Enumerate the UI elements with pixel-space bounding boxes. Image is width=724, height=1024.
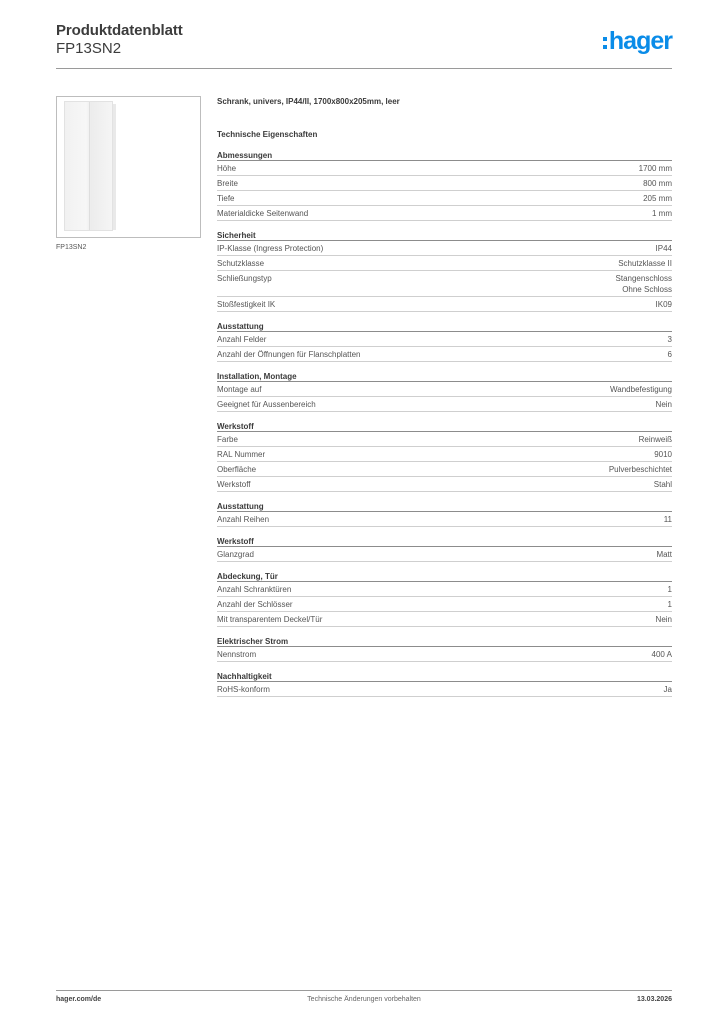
property-row xyxy=(217,332,672,347)
property-row xyxy=(217,382,672,397)
property-label: Schutzklasse xyxy=(217,259,265,268)
property-group xyxy=(217,571,672,627)
property-row xyxy=(217,256,672,271)
property-value-line: Wandbefestigung xyxy=(610,385,672,394)
property-row xyxy=(217,612,672,627)
property-label: Anzahl Felder xyxy=(217,335,267,344)
property-value-line: Matt xyxy=(656,550,672,559)
property-label: Werkstoff xyxy=(217,480,251,489)
property-row xyxy=(217,297,672,312)
property-value xyxy=(654,479,672,490)
group-title: Nachhaltigkeit xyxy=(217,671,672,682)
property-value xyxy=(668,599,672,610)
property-group xyxy=(217,501,672,527)
property-label: Montage auf xyxy=(217,385,262,394)
group-title: Abmessungen xyxy=(217,150,672,161)
property-row xyxy=(217,547,672,562)
property-group xyxy=(217,636,672,662)
property-value-line: 6 xyxy=(667,350,672,359)
property-value-line: Stahl xyxy=(653,480,672,489)
property-row xyxy=(217,347,672,362)
property-label: Glanzgrad xyxy=(217,550,254,559)
property-value-line: 3 xyxy=(667,335,672,344)
property-label: RAL Nummer xyxy=(217,450,266,459)
property-value-line: Ja xyxy=(663,685,672,694)
property-label: Geeignet für Aussenbereich xyxy=(217,400,316,409)
property-label: Stoßfestigkeit IK xyxy=(217,300,276,309)
property-value-line: 1700 mm xyxy=(638,164,672,173)
property-label: Höhe xyxy=(217,164,237,173)
document-title: Produktdatenblatt xyxy=(56,22,183,39)
property-value xyxy=(618,258,672,269)
property-value-line: 400 A xyxy=(651,650,672,659)
property-group xyxy=(217,150,672,221)
property-value-line: Stangenschloss xyxy=(615,274,672,283)
property-row xyxy=(217,206,672,221)
group-title: Ausstattung xyxy=(217,321,672,332)
footer-notice: Technische Änderungen vorbehalten xyxy=(307,996,421,1003)
property-value xyxy=(639,434,672,445)
property-value xyxy=(668,349,672,360)
property-value-line: Pulverbeschichtet xyxy=(608,465,672,474)
property-label: Schließungstyp xyxy=(217,274,272,283)
footer-website: hager.com/de xyxy=(56,996,102,1003)
cabinet-illustration xyxy=(64,101,113,231)
property-row xyxy=(217,582,672,597)
property-value-line: 1 xyxy=(667,585,672,594)
page-footer xyxy=(56,996,672,1008)
footer-divider xyxy=(56,990,672,991)
property-groups xyxy=(217,150,672,697)
property-label: IP-Klasse (Ingress Protection) xyxy=(217,244,324,253)
property-label: Oberfläche xyxy=(217,465,257,474)
property-row xyxy=(217,241,672,256)
property-value xyxy=(610,384,672,395)
property-value-line: Ohne Schloss xyxy=(622,285,672,294)
logo-colon-icon xyxy=(603,37,607,49)
property-row xyxy=(217,176,672,191)
image-caption: FP13SN2 xyxy=(56,244,87,251)
property-row xyxy=(217,432,672,447)
property-label: Mit transparentem Deckel/Tür xyxy=(217,615,323,624)
property-label: Materialdicke Seitenwand xyxy=(217,209,309,218)
property-value-line: 1 xyxy=(667,600,672,609)
property-row xyxy=(217,271,672,297)
property-value-line: 800 mm xyxy=(643,179,672,188)
property-row xyxy=(217,447,672,462)
property-value-line: Reinweiß xyxy=(638,435,672,444)
group-title: Abdeckung, Tür xyxy=(217,571,672,582)
property-row xyxy=(217,647,672,662)
property-label: Breite xyxy=(217,179,238,188)
property-value xyxy=(656,299,672,310)
property-value xyxy=(652,649,672,660)
footer-date: 13.03.2026 xyxy=(636,996,672,1003)
property-value xyxy=(656,549,672,560)
property-label: Anzahl der Schlösser xyxy=(217,600,293,609)
header-divider xyxy=(56,68,672,69)
product-details xyxy=(217,96,672,697)
property-label: Tiefe xyxy=(217,194,235,203)
product-code: FP13SN2 xyxy=(56,40,122,57)
logo-text: hager xyxy=(608,26,672,55)
property-group xyxy=(217,536,672,562)
property-value xyxy=(656,614,672,625)
property-value xyxy=(616,273,672,295)
property-label: Farbe xyxy=(217,435,238,444)
property-value-line: 1 mm xyxy=(652,209,672,218)
property-row xyxy=(217,682,672,697)
group-title: Elektrischer Strom xyxy=(217,636,672,647)
property-value-line: Nein xyxy=(655,400,672,409)
property-label: Nennstrom xyxy=(217,650,257,659)
property-value-line: Schutzklasse II xyxy=(618,259,672,268)
property-group xyxy=(217,321,672,362)
property-value-line: 11 xyxy=(663,515,672,524)
property-value xyxy=(643,193,672,204)
property-value xyxy=(639,163,672,174)
property-value xyxy=(609,464,672,475)
property-label: Anzahl Reihen xyxy=(217,515,270,524)
product-description: Schrank, univers, IP44/II, 1700x800x205mm, leer xyxy=(217,97,400,106)
property-value-line: 9010 xyxy=(654,450,672,459)
property-row xyxy=(217,597,672,612)
property-value xyxy=(656,243,672,254)
property-row xyxy=(217,161,672,176)
property-row xyxy=(217,191,672,206)
property-value-line: 205 mm xyxy=(643,194,672,203)
property-value xyxy=(664,684,672,695)
property-group xyxy=(217,421,672,492)
property-group xyxy=(217,671,672,697)
property-value-line: IK09 xyxy=(655,300,672,309)
property-value xyxy=(652,208,672,219)
property-value-line: Nein xyxy=(655,615,672,624)
property-value xyxy=(668,584,672,595)
property-label: Anzahl der Öffnungen für Flanschplatten xyxy=(217,350,361,359)
property-value xyxy=(664,514,672,525)
product-image xyxy=(56,96,201,238)
property-value xyxy=(656,399,672,410)
group-title: Werkstoff xyxy=(217,421,672,432)
group-title: Werkstoff xyxy=(217,536,672,547)
hager-logo xyxy=(603,28,672,54)
property-group xyxy=(217,371,672,412)
group-title: Installation, Montage xyxy=(217,371,672,382)
property-row xyxy=(217,462,672,477)
property-row xyxy=(217,397,672,412)
property-label: RoHS-konform xyxy=(217,685,270,694)
property-value xyxy=(654,449,672,460)
group-title: Sicherheit xyxy=(217,230,672,241)
page-header xyxy=(56,22,672,68)
group-title: Ausstattung xyxy=(217,501,672,512)
property-row xyxy=(217,512,672,527)
property-value-line: IP44 xyxy=(655,244,672,253)
section-heading: Technische Eigenschaften xyxy=(217,130,318,139)
property-value xyxy=(668,334,672,345)
property-value xyxy=(643,178,672,189)
property-group xyxy=(217,230,672,312)
property-label: Anzahl Schranktüren xyxy=(217,585,292,594)
property-row xyxy=(217,477,672,492)
